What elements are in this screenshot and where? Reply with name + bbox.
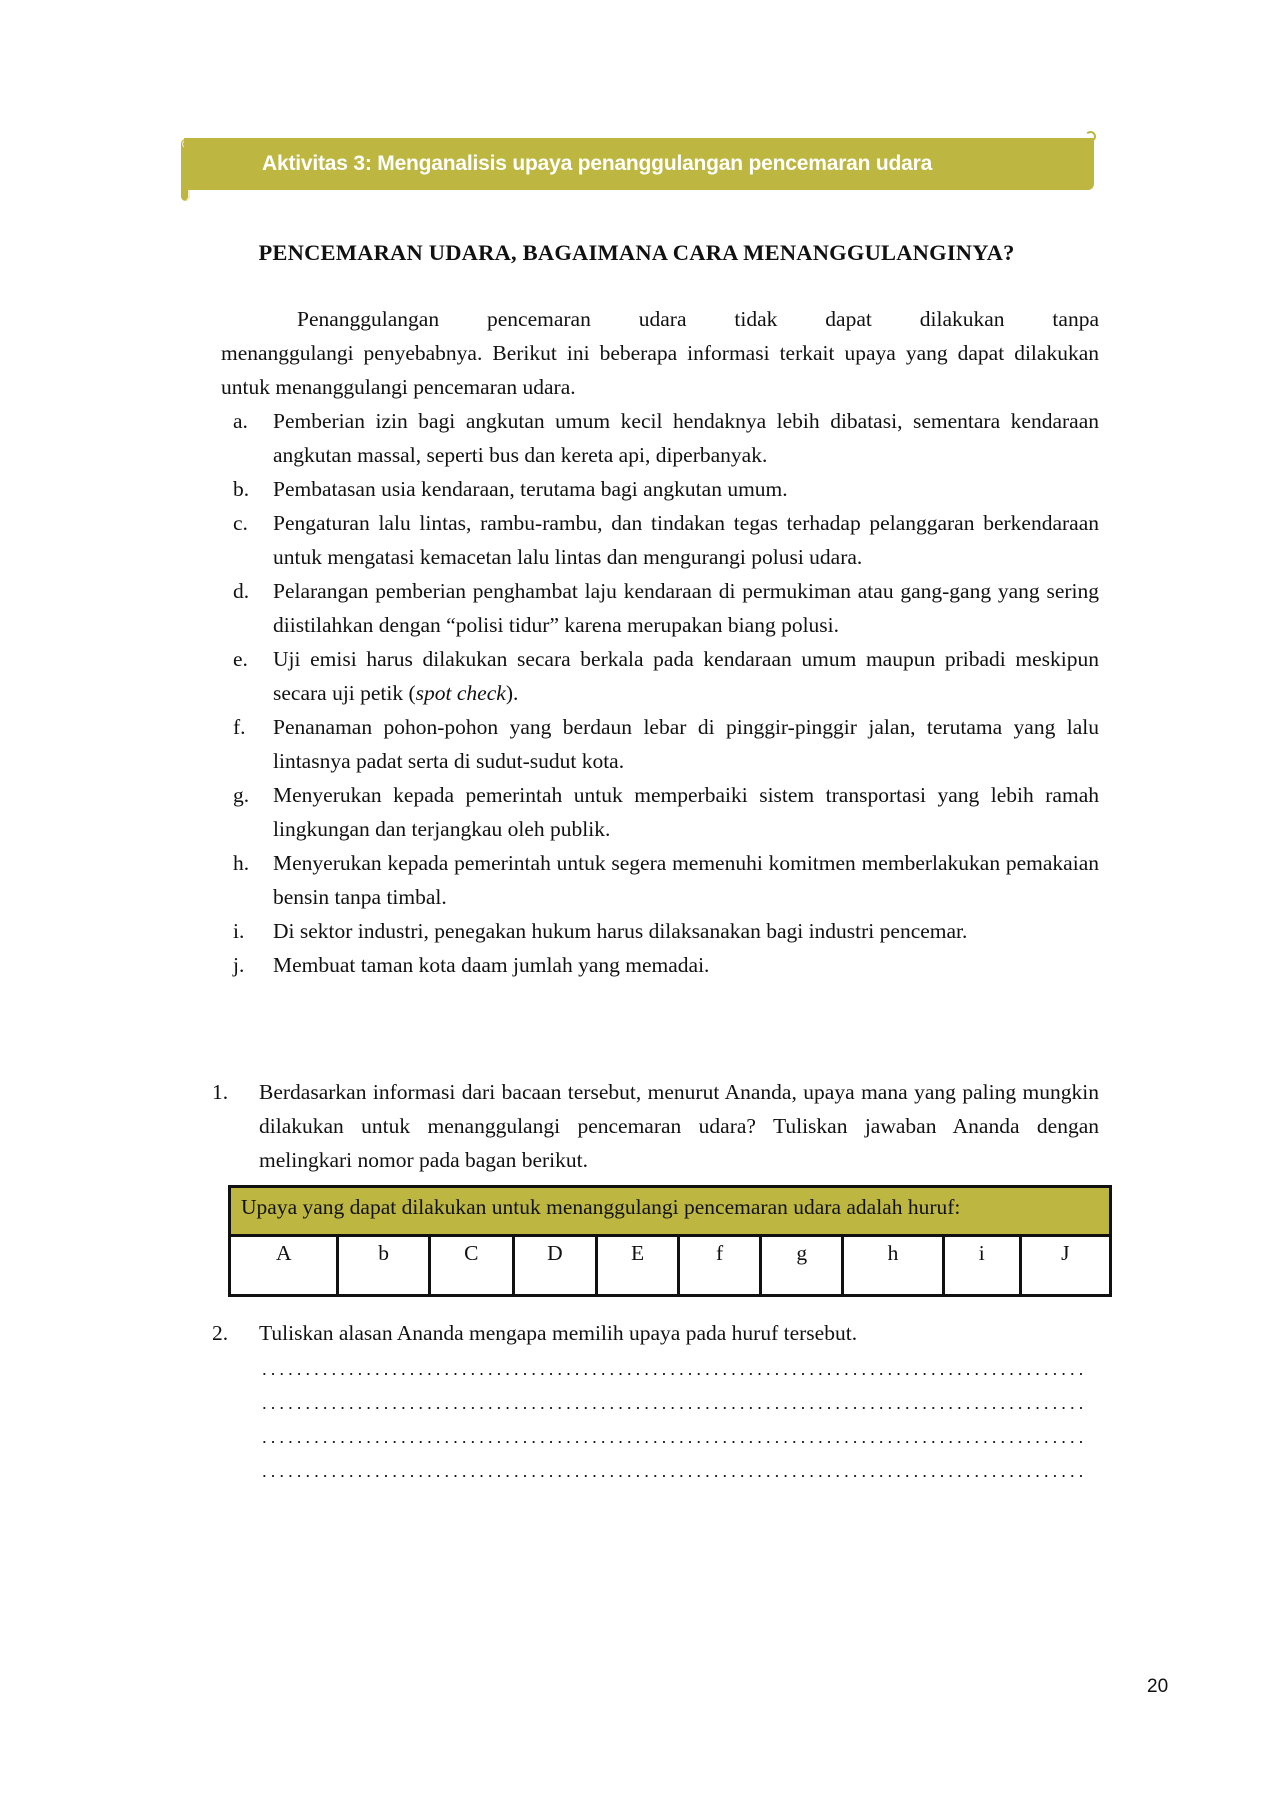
list-item-a bbox=[221, 404, 1099, 472]
list-item-text: Pembatasan usia kendaraan, terutama bagi angkutan umum. bbox=[273, 477, 788, 501]
question-2 bbox=[212, 1316, 1099, 1350]
list-item-g bbox=[221, 778, 1099, 846]
list-item-text-italic: spot check bbox=[415, 681, 506, 705]
activity-banner bbox=[184, 138, 1094, 190]
list-item-text: Penanaman pohon-pohon yang berdaun lebar di pinggir-pinggir jalan, terutama yang lalu lintasnya padat serta di sudut-sudut kota. bbox=[273, 715, 1099, 773]
question-text: Berdasarkan informasi dari bacaan tersebut, menurut Ananda, upaya mana yang paling mungkin dilakukan untuk menanggulangi pencemaran udara? Tuliskan jawaban Ananda dengan melingkari nomor pada bagan berikut. bbox=[259, 1080, 1099, 1172]
list-item-text: Di sektor industri, penegakan hukum harus dilaksanakan bagi industri pencemar. bbox=[273, 919, 968, 943]
list-item-h bbox=[221, 846, 1099, 914]
list-item-f bbox=[221, 710, 1099, 778]
list-marker: f. bbox=[233, 715, 246, 739]
intro-rest: menanggulangi penyebabnya. Berikut ini beberapa informasi terkait upaya yang dapat dilakukan untuk menanggulangi pencemaran udara. bbox=[221, 341, 1099, 399]
section-heading: PENCEMARAN UDARA, BAGAIMANA CARA MENANGGULANGINYA? bbox=[258, 240, 1015, 265]
answer-option-h[interactable]: h bbox=[843, 1236, 943, 1296]
list-item-text: Menyerukan kepada pemerintah untuk segera memenuhi komitmen memberlakukan pemakaian bensin tanpa timbal. bbox=[273, 851, 1099, 909]
list-marker: b. bbox=[233, 477, 250, 501]
question-1 bbox=[212, 1075, 1099, 1177]
list-marker: e. bbox=[233, 647, 248, 671]
answer-option-f[interactable]: f bbox=[679, 1236, 761, 1296]
list-item-text: Menyerukan kepada pemerintah untuk memperbaiki sistem transportasi yang lebih ramah lingkungan dan terjangkau oleh publik. bbox=[273, 783, 1099, 841]
list-marker: h. bbox=[233, 851, 250, 875]
list-item-j bbox=[221, 948, 1099, 982]
list-item-e bbox=[221, 642, 1099, 710]
list-marker: d. bbox=[233, 579, 250, 603]
list-item-text-after: ). bbox=[505, 681, 519, 705]
page-number: 20 bbox=[1147, 1676, 1169, 1697]
question-text: Tuliskan alasan Ananda mengapa memilih upaya pada huruf tersebut. bbox=[259, 1321, 858, 1345]
list-marker: g. bbox=[233, 783, 250, 807]
list-marker: i. bbox=[233, 919, 245, 943]
answer-option-i[interactable]: i bbox=[943, 1236, 1020, 1296]
answer-option-g[interactable]: g bbox=[761, 1236, 843, 1296]
question-number: 1. bbox=[212, 1080, 229, 1104]
list-marker: j. bbox=[233, 953, 245, 977]
answer-writing-area[interactable] bbox=[260, 1364, 1088, 1500]
answer-choice-table bbox=[228, 1185, 1112, 1297]
list-item-c bbox=[221, 506, 1099, 574]
answer-table-header: Upaya yang dapat dilakukan untuk menanggulangi pencemaran udara adalah huruf: bbox=[230, 1187, 1111, 1236]
list-item-text: Pengaturan lalu lintas, rambu-rambu, dan tindakan tegas terhadap pelanggaran berkendaraan untuk mengatasi kemacetan lalu lintas dan mengurangi polusi udara. bbox=[273, 511, 1099, 569]
list-item-i bbox=[221, 914, 1099, 948]
list-item-b bbox=[221, 472, 1099, 506]
list-item-text: Pelarangan pemberian penghambat laju kendaraan di permukiman atau gang-gang yang sering diistilahkan dengan “polisi tidur” karena merupakan biang polusi. bbox=[273, 579, 1099, 637]
measures-list bbox=[221, 404, 1099, 982]
answer-line-1[interactable] bbox=[260, 1364, 1088, 1398]
answer-option-e[interactable]: E bbox=[596, 1236, 678, 1296]
list-item-d bbox=[221, 574, 1099, 642]
activity-title: Aktivitas 3: Menganalisis upaya penanggulangan pencemaran udara bbox=[262, 152, 933, 175]
list-item-text: Pemberian izin bagi angkutan umum kecil hendaknya lebih dibatasi, sementara kendaraan angkutan massal, seperti bus dan kereta api, diperbanyak. bbox=[273, 409, 1099, 467]
answer-options-row bbox=[230, 1236, 1111, 1296]
answer-option-a[interactable]: A bbox=[230, 1236, 338, 1296]
list-marker: c. bbox=[233, 511, 248, 535]
list-item-text bbox=[273, 642, 1099, 710]
answer-option-d[interactable]: D bbox=[513, 1236, 596, 1296]
answer-option-j[interactable]: J bbox=[1020, 1236, 1110, 1296]
answer-line-2[interactable] bbox=[260, 1398, 1088, 1432]
list-marker: a. bbox=[233, 409, 248, 433]
answer-option-c[interactable]: C bbox=[429, 1236, 513, 1296]
question-number: 2. bbox=[212, 1321, 229, 1345]
list-item-text: Membuat taman kota daam jumlah yang memadai. bbox=[273, 953, 710, 977]
intro-line-1: Penanggulangan pencemaran udara tidak dapat dilakukan tanpa bbox=[297, 307, 1099, 331]
answer-line-4[interactable] bbox=[260, 1466, 1088, 1500]
answer-line-3[interactable] bbox=[260, 1432, 1088, 1466]
answer-option-b[interactable]: b bbox=[338, 1236, 429, 1296]
intro-paragraph bbox=[221, 302, 1099, 404]
list-item-text-before: Uji emisi harus dilakukan secara berkala pada kendaraan umum maupun pribadi meskipun secara uji petik ( bbox=[273, 647, 1099, 705]
